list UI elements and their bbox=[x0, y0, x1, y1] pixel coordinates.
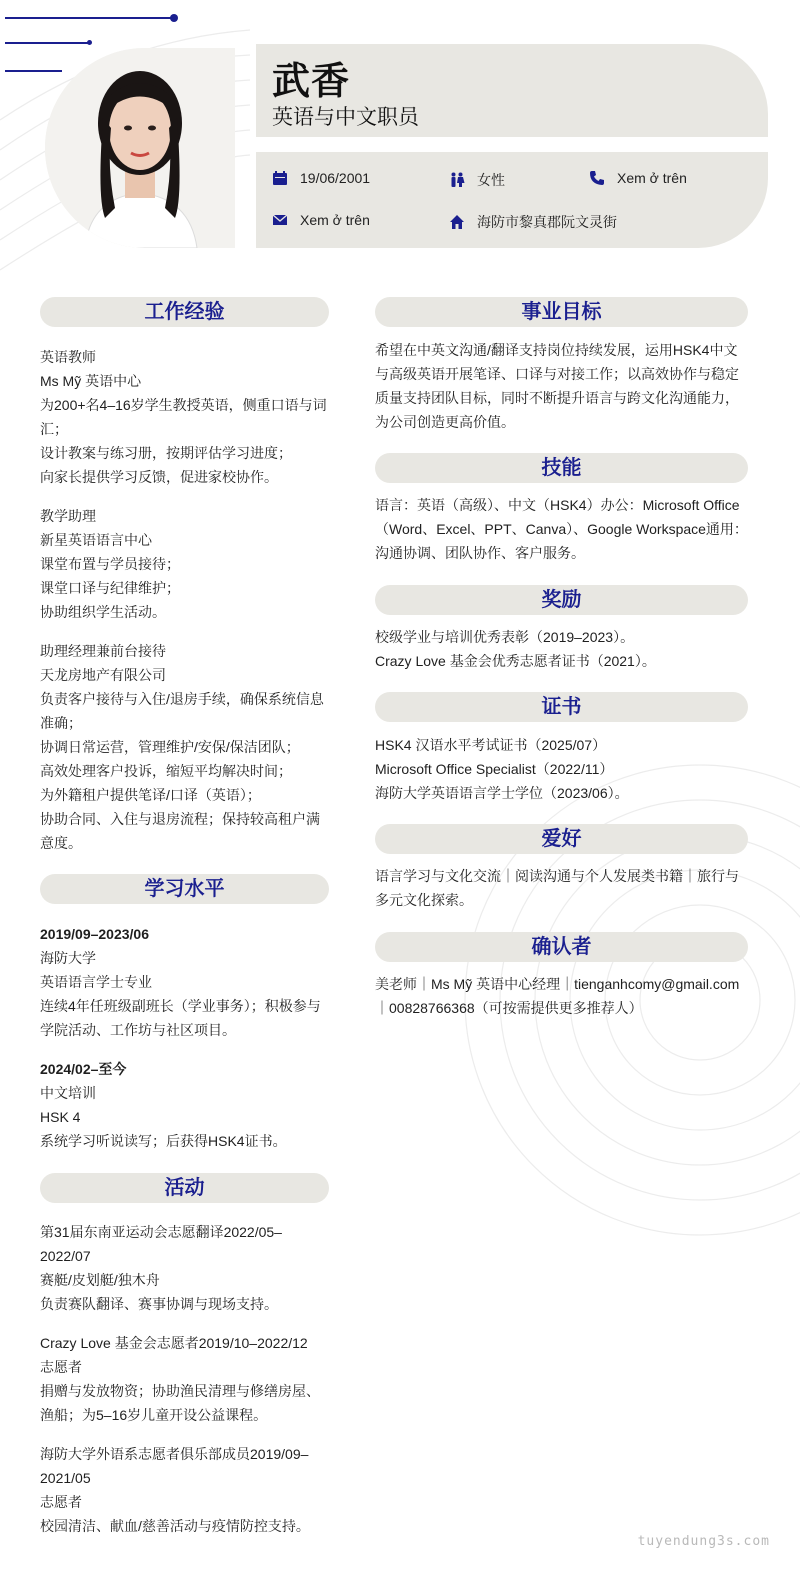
activity-note: 捐赠与发放物资；协助渔民清理与修缮房屋、渔船；为5–16岁儿童开设公益课程。 bbox=[40, 1383, 320, 1423]
calendar-icon bbox=[272, 170, 288, 186]
work-line: 为200+名4–16岁学生教授英语，侧重口语与词汇； bbox=[40, 397, 327, 437]
work-line: 协调日常运营，管理维护/安保/保洁团队； bbox=[40, 739, 300, 755]
section-education-heading: 学习水平 bbox=[40, 874, 329, 904]
work-item bbox=[40, 345, 332, 489]
references-text: 美老师｜Ms Mỹ 英语中心经理｜tienganhcomy@gmail.com｜00828766368（可按需提供更多推荐人） bbox=[375, 976, 740, 1016]
education-item bbox=[40, 1057, 332, 1153]
activity-item bbox=[40, 1220, 332, 1316]
section-awards-heading: 奖励 bbox=[375, 585, 748, 615]
education-list bbox=[40, 922, 332, 1168]
dob-text: 19/06/2001 bbox=[300, 170, 371, 186]
header-info-panel bbox=[256, 152, 768, 248]
activities-list bbox=[40, 1220, 332, 1553]
work-line: 课堂布置与学员接待； bbox=[40, 556, 180, 572]
work-line: 协助合同、入住与退房流程；保持较高租户满意度。 bbox=[40, 811, 320, 851]
activity-item bbox=[40, 1331, 332, 1427]
education-note: 连续4年任班级副班长（学业事务）；积极参与学院活动、工作坊与社区项目。 bbox=[40, 998, 321, 1038]
work-list bbox=[40, 345, 332, 870]
objective-text: 希望在中英文沟通/翻译支持岗位持续发展，运用HSK4中文与高级英语开展笔译、口译与对接工作；以高效协作与稳定质量支持团队目标，同时不断提升语言与跨文化沟通能力，为公司创造更高价值。 bbox=[375, 342, 739, 430]
section-skills-heading: 技能 bbox=[375, 453, 748, 483]
work-org: 天龙房地产有限公司 bbox=[40, 667, 166, 683]
activity-title: 海防大学外语系志愿者俱乐部成员2019/09–2021/05 bbox=[40, 1446, 309, 1486]
phone-icon bbox=[589, 170, 605, 186]
profile-photo bbox=[45, 48, 235, 248]
info-gender bbox=[449, 170, 505, 190]
education-school: 海防大学 bbox=[40, 950, 96, 966]
section-hobbies-heading: 爱好 bbox=[375, 824, 748, 854]
section-certificates-heading: 证书 bbox=[375, 692, 748, 722]
award-item: 校级学业与培训优秀表彰（2019–2023）。 bbox=[375, 629, 635, 645]
decor-line-1 bbox=[5, 17, 175, 19]
activity-role: 志愿者 bbox=[40, 1359, 82, 1375]
certificates-list bbox=[375, 733, 750, 805]
gender-icon bbox=[449, 172, 465, 188]
work-line: 课堂口译与纪律维护； bbox=[40, 580, 180, 596]
section-work-heading: 工作经验 bbox=[40, 297, 329, 327]
certificate-item: 海防大学英语语言学士学位（2023/06）。 bbox=[375, 785, 629, 801]
home-icon bbox=[449, 214, 465, 230]
work-line: 为外籍租户提供笔译/口译（英语）； bbox=[40, 787, 261, 803]
certificate-item: Microsoft Office Specialist（2022/11） bbox=[375, 761, 614, 777]
work-line: 高效处理客户投诉，缩短平均解决时间； bbox=[40, 763, 292, 779]
work-item bbox=[40, 504, 332, 624]
decor-dot-1 bbox=[170, 14, 178, 22]
phone-text: Xem ở trên bbox=[617, 170, 687, 186]
activity-role: 赛艇/皮划艇/独木舟 bbox=[40, 1272, 160, 1288]
education-major: HSK 4 bbox=[40, 1109, 81, 1125]
awards-list bbox=[375, 625, 750, 673]
watermark: tuyendung3s.com bbox=[637, 1534, 770, 1549]
education-major: 英语语言学士专业 bbox=[40, 974, 152, 990]
work-role: 教学助理 bbox=[40, 508, 96, 524]
candidate-title: 英语与中文职员 bbox=[272, 106, 419, 129]
activity-note: 负责赛队翻译、赛事协调与现场支持。 bbox=[40, 1296, 278, 1312]
info-address bbox=[449, 212, 617, 232]
activity-note: 校园清洁、献血/慈善活动与疫情防控支持。 bbox=[40, 1518, 310, 1534]
activity-role: 志愿者 bbox=[40, 1494, 82, 1510]
candidate-name: 武香 bbox=[272, 61, 351, 103]
skills-text: 语言：英语（高级）、中文（HSK4）办公：Microsoft Office（Word、Excel、PPT、Canva）、Google Workspace通用：沟通协调、团队协作、客户服务。 bbox=[375, 497, 748, 561]
section-objective-heading: 事业目标 bbox=[375, 297, 748, 327]
work-line: 设计教案与练习册，按期评估学习进度； bbox=[40, 445, 292, 461]
email-text: Xem ở trên bbox=[300, 212, 370, 228]
activity-item bbox=[40, 1442, 332, 1538]
work-org: 新星英语语言中心 bbox=[40, 532, 152, 548]
work-org: Ms Mỹ 英语中心 bbox=[40, 373, 142, 389]
address-text: 海防市黎真郡阮文灵街 bbox=[477, 214, 617, 230]
activity-title: Crazy Love 基金会志愿者2019/10–2022/12 bbox=[40, 1335, 308, 1351]
work-item bbox=[40, 639, 332, 855]
gender-text: 女性 bbox=[477, 172, 505, 188]
decor-line-3 bbox=[5, 70, 62, 72]
work-role: 助理经理兼前台接待 bbox=[40, 643, 166, 659]
education-period: 2019/09–2023/06 bbox=[40, 926, 149, 942]
work-role: 英语教师 bbox=[40, 349, 96, 365]
decor-line-2 bbox=[5, 42, 90, 44]
award-item: Crazy Love 基金会优秀志愿者证书（2021）。 bbox=[375, 653, 656, 669]
email-icon bbox=[272, 212, 288, 228]
hobbies-text: 语言学习与文化交流｜阅读沟通与个人发展类书籍｜旅行与多元文化探索。 bbox=[375, 868, 739, 908]
activity-title: 第31届东南亚运动会志愿翻译2022/05–2022/07 bbox=[40, 1224, 282, 1264]
education-school: 中文培训 bbox=[40, 1085, 96, 1101]
education-note: 系统学习听说读写；后获得HSK4证书。 bbox=[40, 1133, 287, 1149]
section-references-heading: 确认者 bbox=[375, 932, 748, 962]
section-activities-heading: 活动 bbox=[40, 1173, 329, 1203]
work-line: 向家长提供学习反馈，促进家校协作。 bbox=[40, 469, 278, 485]
decor-dot-2 bbox=[87, 40, 92, 45]
certificate-item: HSK4 汉语水平考试证书（2025/07） bbox=[375, 737, 607, 753]
work-line: 协助组织学生活动。 bbox=[40, 604, 166, 620]
education-item bbox=[40, 922, 332, 1042]
info-email bbox=[272, 212, 370, 228]
info-phone bbox=[589, 170, 687, 186]
info-dob bbox=[272, 170, 370, 186]
education-period: 2024/02–至今 bbox=[40, 1061, 127, 1077]
work-line: 负责客户接待与入住/退房手续，确保系统信息准确； bbox=[40, 691, 324, 731]
